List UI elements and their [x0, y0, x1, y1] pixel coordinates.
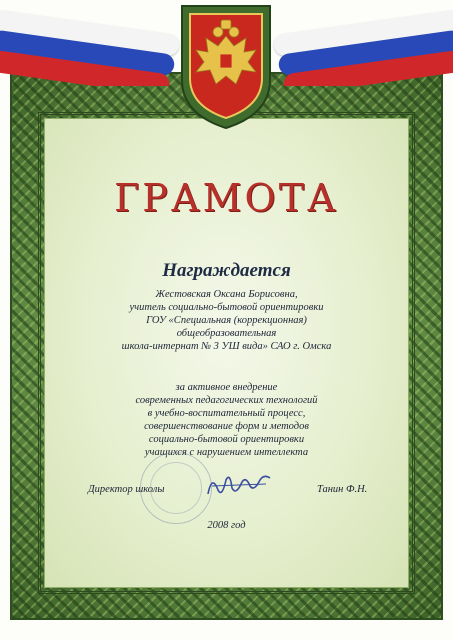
signatory-title: Директор школы [88, 484, 165, 495]
flag-ribbon-right [253, 0, 453, 86]
certificate-title: ГРАМОТА [114, 176, 339, 220]
recipient-line: школа-интернат № 3 УШ вида» САО г. Омска [121, 341, 332, 352]
reason-line: в учебно-воспитательный процесс, [147, 408, 306, 419]
coat-of-arms-icon [174, 2, 278, 130]
signatory-name: Танин Ф.Н. [317, 484, 368, 495]
reason-line: современных педагогических технологий [135, 395, 318, 406]
awarded-heading: Награждается [162, 260, 291, 281]
reason-line: социально-бытовой ориентировки [148, 434, 305, 445]
flag-ribbon-left [0, 0, 200, 86]
recipient-line: общеобразовательная [176, 328, 277, 339]
recipient-block [60, 288, 393, 353]
reason-line: учащихся с нарушением интеллекта [144, 447, 309, 458]
reason-block [60, 381, 393, 459]
recipient-line: Жестовская Оксана Борисовна, [155, 289, 298, 300]
recipient-line: учитель социально-бытовой ориентировки [129, 302, 324, 313]
recipient-line: ГОУ «Специальная (коррекционная) [146, 315, 307, 326]
certificate-year: 2008 год [207, 520, 246, 531]
reason-line: совершенствование форм и методов [144, 421, 309, 432]
reason-line: за активное внедрение [175, 382, 278, 393]
signature-icon [204, 468, 274, 500]
